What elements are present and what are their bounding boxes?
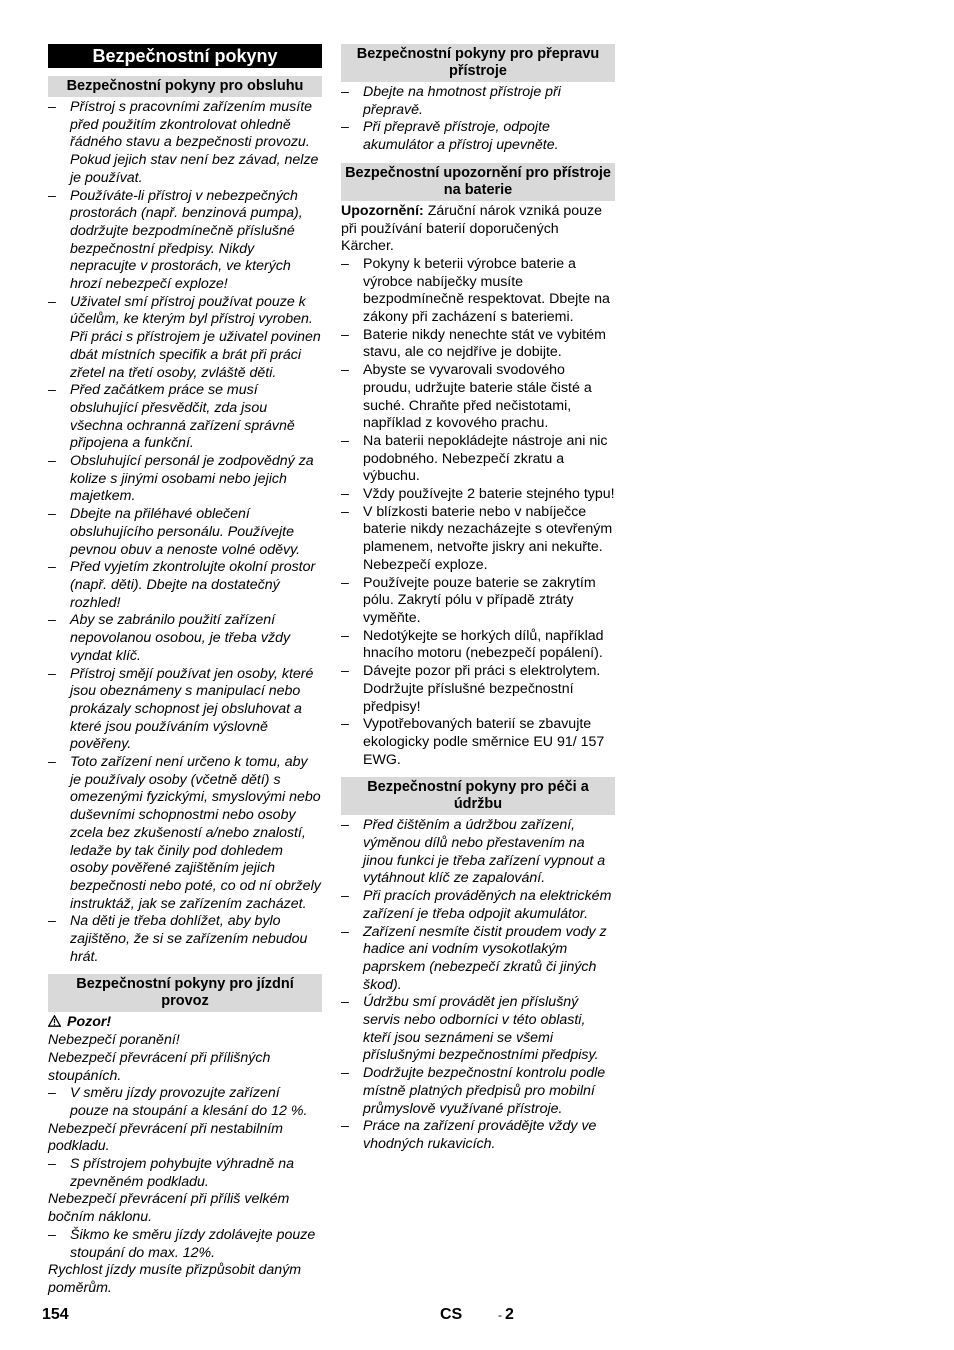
- baterie-list: [341, 256, 615, 769]
- list-item: – Dodržujte bezpečnostní kontrolu podle místně platných předpisů pro mobilní průmyslově využívané přístroje.: [341, 1065, 615, 1118]
- provoz-text-4: Rychlost jízdy musíte přizpůsobit daným poměrům.: [48, 1262, 302, 1296]
- provoz-intro-2: Nebezpečí převrácení při přílišných stoupáních.: [48, 1049, 271, 1084]
- warning-line: [48, 1014, 322, 1032]
- list-item: – Při přepravě přístroje, odpojte akumulátor a přístroj upevněte.: [341, 119, 615, 154]
- list-item: – V blízkosti baterie nebo v nabíječce baterie nikdy nezacházejte s otevřeným plamenem, netvořte jiskry ani nekuřte. Nebezpečí exploze.: [341, 504, 615, 575]
- section-heading-preprava: Bezpečnostní pokyny pro přepravu přístroje: [341, 44, 615, 82]
- list-item: – Dávejte pozor při práci s elektrolytem. Dodržujte příslušné bezpečnostní předpisy!: [341, 663, 615, 716]
- list-item: – Abyste se vyvarovali svodového proudu, udržujte baterie stále čisté a suché. Chraňte před nečistotami, například z kovového prachu.: [341, 362, 615, 433]
- list-item: – Na děti je třeba dohlížet, aby bylo zajištěno, že si se zařízením nebudou hrát.: [48, 913, 322, 966]
- list-item: – Před začátkem práce se musí obsluhující přesvědčit, zda jsou všechna ochranná zařízení správně připojena a funkční.: [48, 382, 322, 453]
- list-item: – Práce na zařízení provádějte vždy ve vhodných rukavicích.: [341, 1118, 615, 1153]
- list-item: – S přístrojem pohybujte výhradně na zpevněném podkladu.: [48, 1156, 322, 1191]
- warning-triangle-icon: [48, 1015, 61, 1027]
- list-item: – Pokyny k beterii výrobce baterie a výrobce nabíječky musíte bezpodmínečně respektovat. Dbejte na zákony při zacházení s bateriemi.: [341, 256, 615, 327]
- list-item: – Před čištěním a údržbou zařízení, výměnou dílů nebo přestavením na jinou funkci je třeba zařízení vypnout a vytáhnout klíč ze zapalování.: [341, 817, 615, 888]
- note-label: Upozornění:: [341, 202, 424, 219]
- list-item: – Dbejte na přiléhavé oblečení obsluhujícího personálu. Používejte pevnou obuv a nenoste volné oděvy.: [48, 506, 322, 559]
- note-text: Záruční nárok vzniká pouze při používání baterií doporučených Kärcher.: [341, 202, 602, 255]
- provoz-intro-1: Nebezpečí poranění!: [48, 1032, 180, 1049]
- section-number: [498, 1306, 514, 1324]
- obsluha-list: [48, 99, 322, 966]
- page-title: Bezpečnostní pokyny: [48, 44, 322, 68]
- list-item: – Přístroj smějí používat jen osoby, které jsou obeznámeny s manipulací nebo prokázaly schopnost jej obsluhovat a které jsou používáním výslovně pověřeny.: [48, 666, 322, 755]
- list-item: – Obsluhující personál je zodpovědný za kolize s jinými osobami nebo jejich majetkem.: [48, 453, 322, 506]
- list-item: – Údržbu smí provádět jen příslušný servis nebo odborníci v této oblasti, kteří jsou seznámeni se všemi příslušnými bezpečnostními předpisy.: [341, 994, 615, 1065]
- list-item: – Zařízení nesmíte čistit proudem vody z hadice ani vodním vysokotlakým paprskem (nebezpečí zkratů či jiných škod).: [341, 924, 615, 995]
- baterie-note: [341, 203, 615, 256]
- section-heading-baterie: Bezpečnostní upozornění pro přístroje na baterie: [341, 163, 615, 201]
- section-number-value: 2: [505, 1306, 514, 1323]
- preprava-list: [341, 84, 615, 155]
- list-item: – Aby se zabránilo použití zařízení nepovolanou osobou, je třeba vždy vyndat klíč.: [48, 612, 322, 665]
- list-item: – Před vyjetím zkontrolujte okolní prostor (např. děti). Dbejte na dostatečný rozhled!: [48, 559, 322, 612]
- warning-label: Pozor!: [67, 1014, 112, 1031]
- list-item: – V směru jízdy provozujte zařízení pouze na stoupání a klesání do 12 %.: [48, 1085, 322, 1120]
- right-column: [341, 44, 615, 1154]
- list-item: – Při pracích prováděných na elektrickém zařízení je třeba odpojit akumulátor.: [341, 888, 615, 923]
- udrzba-list: [341, 817, 615, 1153]
- page-number: 154: [42, 1306, 69, 1323]
- list-item: – Uživatel smí přístroj používat pouze k účelům, ke kterým byl přístroj vyroben. Při práci s přístrojem je uživatel povinen dbát místních specifik a brát při práci zřetel na třetí osoby, zvláště děti.: [48, 294, 322, 383]
- section-heading-obsluha: Bezpečnostní pokyny pro obsluhu: [48, 76, 322, 97]
- list-item: – Vždy používejte 2 baterie stejného typu!: [341, 486, 615, 504]
- section-heading-provoz: Bezpečnostní pokyny pro jízdní provoz: [48, 974, 322, 1012]
- provoz-text-3: Nebezpečí převrácení při příliš velkém bočním náklonu.: [48, 1191, 290, 1226]
- list-item: – Nedotýkejte se horkých dílů, například hnacího motoru (nebezpečí popálení).: [341, 628, 615, 663]
- section-heading-udrzba: Bezpečnostní pokyny pro péči a údržbu: [341, 777, 615, 815]
- left-column: [48, 44, 322, 1298]
- list-item: – Dbejte na hmotnost přístroje při přepravě.: [341, 84, 615, 119]
- provoz-text-2: Nebezpečí převrácení při nestabilním podkladu.: [48, 1120, 284, 1155]
- list-item: – Šikmo ke směru jízdy zdolávejte pouze stoupání do max. 12%.: [48, 1227, 322, 1262]
- footer-dash: -: [498, 1308, 502, 1322]
- list-item: – Baterie nikdy nenechte stát ve vybitém stavu, ale co nejdříve je dobijte.: [341, 327, 615, 362]
- list-item: – Přístroj s pracovními zařízením musíte před použitím zkontrolovat ohledně řádného stavu a bezpečnosti provozu. Pokud jejich stav není bez závad, nelze je používat.: [48, 99, 322, 188]
- list-item: – Vypotřebovaných baterií se zbavujte ekologicky podle směrnice EU 91/ 157 EWG.: [341, 716, 615, 769]
- language-code: CS: [440, 1306, 463, 1323]
- list-item: – Používáte-li přístroj v nebezpečných prostorách (např. benzinová pumpa), dodržujte bezpodmínečně příslušné bezpečnostní předpisy. Nikdy nepracujte v prostorách, ve kterých hrozí nebezpečí exploze!: [48, 188, 322, 294]
- list-item: – Na baterii nepokládejte nástroje ani nic podobného. Nebezpečí zkratu a výbuchu.: [341, 433, 615, 486]
- list-item: – Používejte pouze baterie se zakrytím pólu. Zakrytí pólu v případě ztráty vyměňte.: [341, 575, 615, 628]
- list-item: – Toto zařízení není určeno k tomu, aby je používaly osoby (včetně dětí) s omezenými fyzickými, smyslovými nebo duševními schopnostmi nebo osoby zcela bez zkušeností a/nebo znalostí, ledaže by tak činily pod dohledem osoby pověřené zajištěním jejich bezpečnosti nebo poté, co od ní obržely instruktáž, jak se zařízením zacházet.: [48, 754, 322, 913]
